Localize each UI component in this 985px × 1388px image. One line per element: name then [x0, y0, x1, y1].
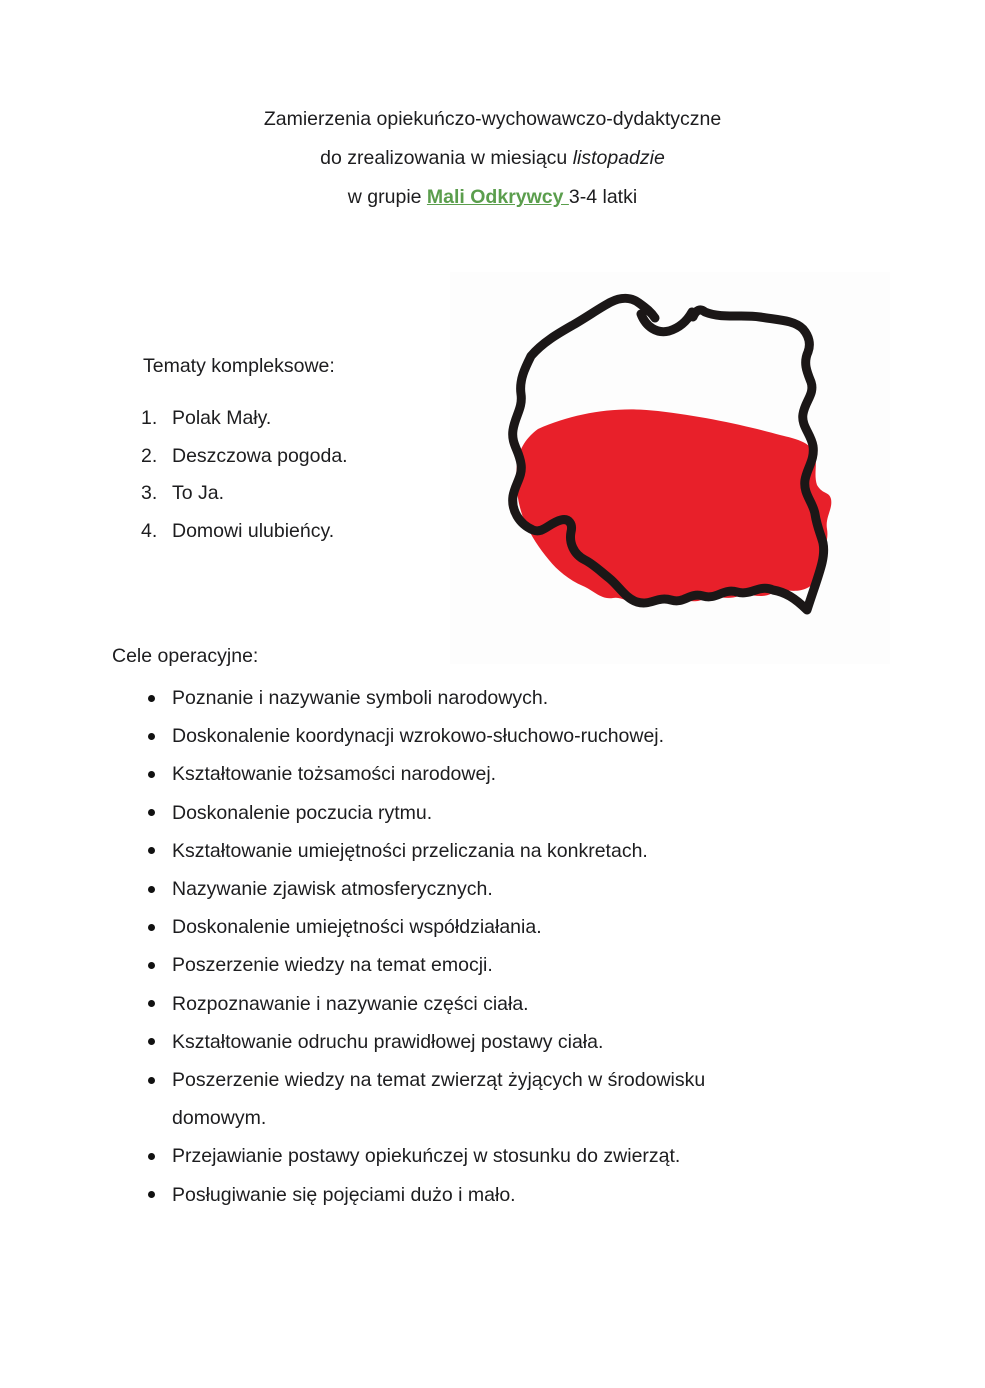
- title-line-3: [0, 178, 985, 217]
- goal-text: Przejawianie postawy opiekuńczej w stosunku do zwierząt.: [172, 1145, 681, 1168]
- goal-text: Doskonalenie koordynacji wzrokowo-słuchowo-ruchowej.: [172, 725, 665, 748]
- goal-text: Poszerzenie wiedzy na temat emocji.: [172, 954, 493, 977]
- goals-heading: Cele operacyjne:: [112, 645, 259, 667]
- goal-item: [148, 1023, 797, 1061]
- bullet-icon: [148, 771, 155, 778]
- goal-item: [148, 1137, 797, 1175]
- goal-text: Nazywanie zjawisk atmosferycznych.: [172, 878, 493, 901]
- goal-item: [148, 832, 797, 870]
- goal-text: Poszerzenie wiedzy na temat zwierząt żyjących w środowisku domowym.: [172, 1069, 706, 1130]
- topic-label: To Ja.: [172, 482, 225, 504]
- topic-number: 1.: [141, 407, 158, 429]
- topic-item: [141, 438, 348, 476]
- doc-title: [0, 100, 985, 217]
- topic-label: Deszczowa pogoda.: [172, 444, 348, 467]
- goal-item: [148, 755, 797, 793]
- goal-item: [148, 946, 797, 984]
- topic-item: [141, 513, 348, 551]
- poland-map-image: [450, 272, 890, 664]
- title-month-italic: listopadzie: [572, 147, 665, 169]
- title-text-3: w grupie: [347, 186, 427, 208]
- bullet-icon: [148, 1153, 155, 1160]
- topic-label: Domowi ulubieńcy.: [172, 519, 335, 542]
- bullet-icon: [148, 847, 155, 854]
- goal-item: [148, 908, 797, 946]
- goals-list: [148, 679, 797, 1214]
- title-text-1: Zamierzenia opiekuńczo-wychowawczo-dydaktyczne: [263, 108, 722, 130]
- goal-item: [148, 794, 797, 832]
- topic-number: 2.: [141, 444, 158, 467]
- title-line-2: [0, 139, 985, 178]
- bullet-icon: [148, 809, 155, 816]
- topic-item: [141, 400, 348, 438]
- title-age-text: 3-4 latki: [568, 186, 638, 208]
- group-name-link[interactable]: Mali Odkrywcy: [426, 186, 569, 208]
- goal-item: [148, 679, 797, 717]
- bullet-icon: [148, 1000, 155, 1007]
- bullet-icon: [148, 962, 155, 969]
- bullet-icon: [148, 695, 155, 702]
- bullet-icon: [148, 1038, 155, 1045]
- goal-text: Kształtowanie umiejętności przeliczania na konkretach.: [172, 839, 648, 862]
- poland-map-svg: [450, 272, 890, 664]
- topic-number: 3.: [141, 482, 158, 504]
- bullet-icon: [148, 924, 155, 931]
- goal-item: [148, 1176, 797, 1214]
- title-line-1: [0, 100, 985, 139]
- title-text-2: do zrealizowania w miesiącu: [320, 147, 573, 169]
- goal-text: Rozpoznawanie i nazywanie części ciała.: [172, 992, 529, 1015]
- topic-number: 4.: [141, 519, 158, 542]
- bullet-icon: [148, 1077, 155, 1084]
- topic-item: [141, 475, 348, 513]
- bullet-icon: [148, 733, 155, 740]
- bullet-icon: [148, 886, 155, 893]
- goal-text: Kształtowanie odruchu prawidłowej postawy ciała.: [172, 1030, 604, 1053]
- topic-label: Polak Mały.: [172, 407, 272, 429]
- goal-text: Kształtowanie tożsamości narodowej.: [172, 763, 497, 786]
- poland-map-red-fill: [516, 409, 831, 603]
- goal-text: Posługiwanie się pojęciami dużo i mało.: [172, 1183, 516, 1206]
- goal-text: Doskonalenie umiejętności współdziałania.: [172, 916, 542, 939]
- goal-item: [148, 1061, 797, 1137]
- goal-item: [148, 717, 797, 755]
- goal-item: [148, 870, 797, 908]
- goal-text: Poznanie i nazywanie symboli narodowych.: [172, 687, 549, 709]
- goal-item: [148, 985, 797, 1023]
- topics-heading: Tematy kompleksowe:: [143, 355, 335, 377]
- bullet-icon: [148, 1191, 155, 1198]
- topics-list: [141, 400, 348, 550]
- goal-text: Doskonalenie poczucia rytmu.: [172, 801, 433, 824]
